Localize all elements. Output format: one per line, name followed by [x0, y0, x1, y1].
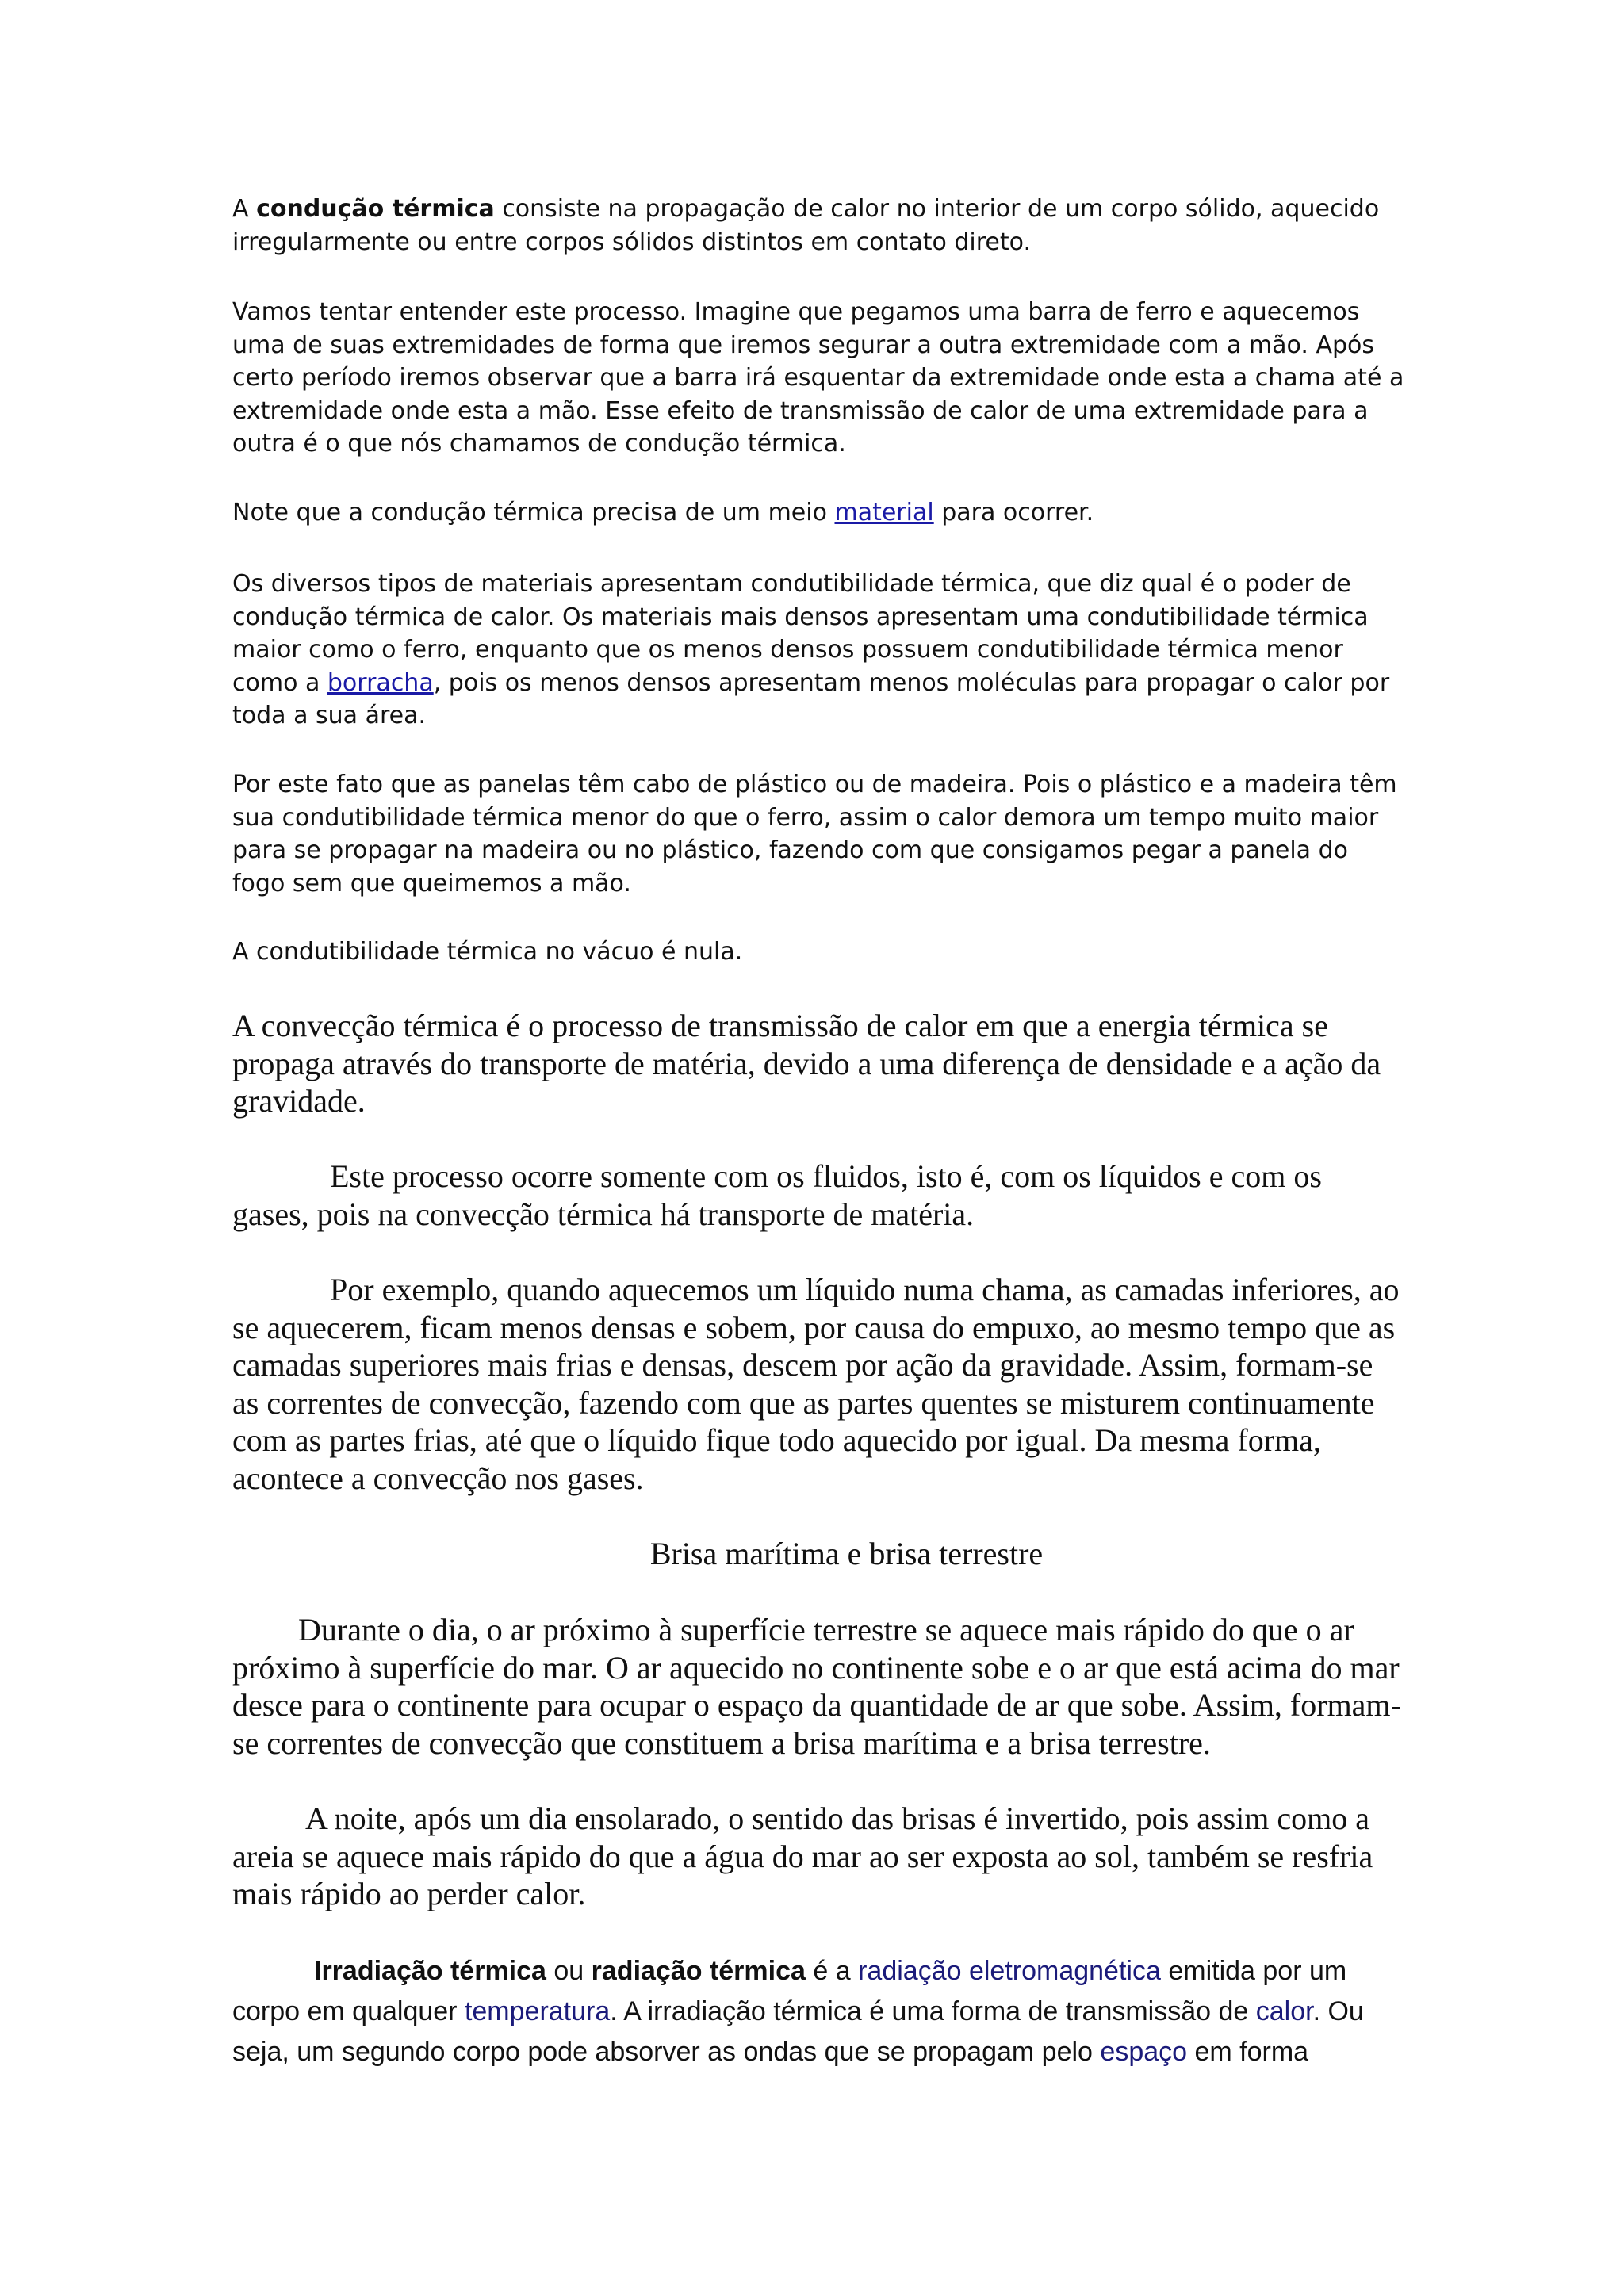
convection-fluids-paragraph — [232, 1158, 1406, 1233]
irradiation-text-2: é a — [805, 1956, 859, 1986]
conduction-intro-paragraph — [232, 193, 1406, 258]
espaco-link[interactable]: espaço — [1100, 2037, 1188, 2067]
material-before: Note que a condução térmica precisa de um meio — [232, 499, 835, 526]
conduction-term-bold: condução térmica — [256, 195, 495, 223]
material-after: para ocorrer. — [933, 499, 1094, 526]
breeze-heading: Brisa marítima e brisa terrestre — [649, 1536, 1044, 1571]
irradiation-text-6: em forma — [1187, 2037, 1309, 2067]
irradiation-paragraph — [232, 1951, 1398, 2072]
convection-fluids-text: Este processo ocorre somente com os fluidos, isto é, com os líquidos e com os gases, pois na convecção térmica há transporte de matéria. — [232, 1158, 1322, 1232]
conduction-material-paragraph — [232, 496, 1406, 530]
temperatura-link[interactable]: temperatura — [464, 1996, 611, 2026]
calor-link[interactable]: calor — [1255, 1996, 1313, 2026]
conductivity-before: Os diversos tipos de materiais apresentam condutibilidade térmica, que diz qual é o poder de condução térmica de calor. Os materiais mais densos apresentam uma condutibilidade térmica maior como o ferro, enquanto que os menos densos possuem condutibilidade térmica menor como a — [232, 570, 1369, 697]
day-breeze-paragraph — [232, 1611, 1406, 1762]
convection-example-text: Por exemplo, quando aquecemos um líquido numa chama, as camadas inferiores, ao se aquecerem, ficam menos densas e sobem, por causa do empuxo, ao mesmo tempo que as camadas superiores mais frias e densas, descem por ação da gravidade. Assim, formam-se as correntes de convecção, fazendo com que as partes quentes se misturem continuamente com as partes frias, até que o líquido fique todo aquecido por igual. Da mesma forma, acontece a convecção nos gases. — [232, 1272, 1400, 1496]
irradiation-text-3: emitida por um corpo em qualquer — [232, 1956, 1347, 2026]
pan-handle-paragraph: Por este fato que as panelas têm cabo de plástico ou de madeira. Pois o plástico e a madeira têm sua condutibilidade térmica menor do que o ferro, assim o calor demora um tempo muito maior para se propagar na madeira ou no plástico, fazendo com que consigamos pegar a panela do fogo sem que queimemos a mão. — [232, 771, 1397, 897]
conduction-intro-a: A — [232, 195, 257, 223]
irradiation-text-4: . A irradiação térmica é uma forma de transmissão de — [610, 1996, 1256, 2026]
irradiation-text-5: . Ou seja, um segundo corpo pode absorver as ondas que se propagam pelo — [232, 1996, 1364, 2067]
night-breeze-paragraph — [232, 1800, 1406, 1913]
radiation-term-bold: radiação térmica — [591, 1956, 806, 1986]
convection-intro-paragraph: A convecção térmica é o processo de transmissão de calor em que a energia térmica se propaga através do transporte de matéria, devido a uma diferença de densidade e a ação da gravidade. — [232, 1008, 1381, 1119]
convection-example-paragraph — [232, 1271, 1406, 1497]
conduction-process-paragraph: Vamos tentar entender este processo. Imagine que pegamos uma barra de ferro e aquecemos uma de suas extremidades de forma que iremos segurar a outra extremidade com a mão. Após certo período iremos observar que a barra irá esquentar da extremidade onde esta a chama até a extremidade onde esta a mão. Esse efeito de transmissão de calor de uma extremidade para a outra é o que nós chamamos de condução térmica. — [232, 298, 1404, 457]
material-link[interactable]: material — [834, 499, 934, 526]
irradiation-text-1: ou — [546, 1956, 592, 1986]
day-breeze-text: Durante o dia, o ar próximo à superfície terrestre se aquece mais rápido do que o ar próximo à superfície do mar. O ar aquecido no continente sobe e o ar que está acima do mar desce para o continente para ocupar o espaço da quantidade de ar que sobe. Assim, formam-se correntes de convecção que constituem a brisa marítima e a brisa terrestre. — [232, 1612, 1401, 1761]
radiacao-eletromagnetica-link[interactable]: radiação eletromagnética — [858, 1956, 1161, 1986]
conductivity-paragraph — [232, 568, 1406, 733]
vacuum-paragraph: A condutibilidade térmica no vácuo é nula. — [232, 938, 743, 966]
conductivity-after: , pois os menos densos apresentam menos moléculas para propagar o calor por toda a sua área. — [232, 668, 1390, 729]
night-breeze-text: A noite, após um dia ensolarado, o sentido das brisas é invertido, pois assim como a areia se aquece mais rápido do que a água do mar ao ser exposta ao sol, também se resfria mais rápido ao perder calor. — [232, 1800, 1373, 1911]
borracha-link[interactable]: borracha — [327, 668, 434, 697]
irradiation-term-bold: Irradiação térmica — [314, 1956, 546, 1986]
conduction-intro-rest: consiste na propagação de calor no interior de um corpo sólido, aquecido irregularmente ou entre corpos sólidos distintos em contato direto. — [232, 195, 1380, 256]
